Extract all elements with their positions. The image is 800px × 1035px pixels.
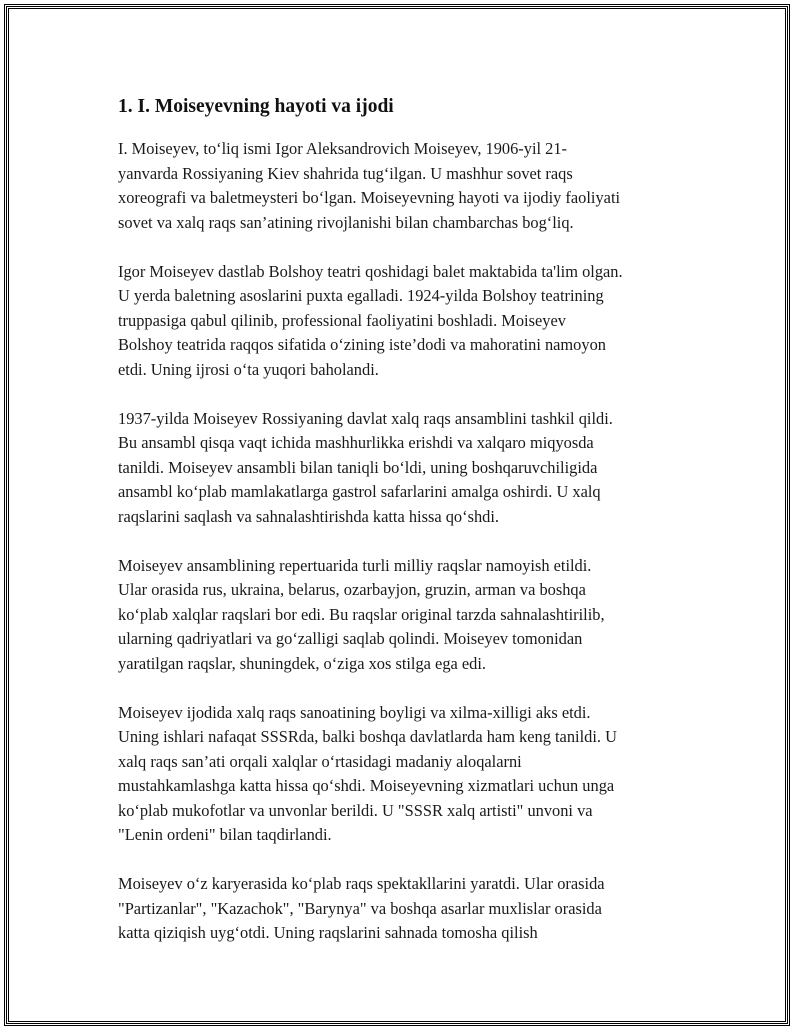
text-line: ularning qadriyatlari va go‘zalligi saqlab qolindi. Moiseyev tomonidan [118, 629, 583, 648]
text-line: Moiseyev ansamblining repertuarida turli milliy raqslar namoyish etildi. [118, 555, 592, 575]
text-line: Moiseyev ijodida xalq raqs sanoatining boyligi va xilma-xilligi aks etdi. [118, 702, 591, 722]
text-line: U yerda baletning asoslarini puxta egalladi. 1924-yilda Bolshoy teatrining [118, 286, 604, 305]
text-line: ko‘plab mukofotlar va unvonlar berildi. U "SSSR xalq artisti" unvoni va [118, 800, 593, 820]
paragraph [118, 872, 698, 946]
text-line: katta qiziqish uyg‘otdi. Uning raqslarini sahnada tomosha qilish [118, 923, 538, 942]
text-line: yaratilgan raqslar, shuningdek, o‘ziga xos stilga ega edi. [118, 653, 487, 673]
text-line: truppasiga qabul qilinib, professional faoliyatini boshladi. Moiseyev [118, 310, 566, 330]
section-heading: 1. I. Moiseyevning hayoti va ijodi [118, 96, 394, 117]
paragraph [118, 407, 698, 530]
text-line: Bolshoy teatrida raqqos sifatida o‘zining iste’dodi va mahoratini namoyon [118, 335, 606, 354]
text-line: yanvarda Rossiyaning Kiev shahrida tug‘ilgan. U mashhur sovet raqs [118, 163, 573, 183]
document-body [118, 94, 698, 970]
text-line: etdi. Uning ijrosi o‘ta yuqori baholandi. [118, 359, 379, 379]
text-line: tanildi. Moiseyev ansambli bilan taniqli bo‘ldi, uning boshqaruvchiligida [118, 457, 598, 477]
text-line: "Lenin ordeni" bilan taqdirlandi. [118, 825, 332, 844]
text-line: ansambl ko‘plab mamlakatlarga gastrol safarlarini amalga oshirdi. U xalq [118, 482, 601, 501]
paragraph [118, 701, 698, 848]
text-line: Uning ishlari nafaqat SSSRda, balki boshqa davlatlarda ham keng tanildi. U [118, 727, 617, 746]
text-line: mustahkamlashga katta hissa qo‘shdi. Moiseyevning xizmatlari uchun unga [118, 776, 615, 795]
text-line: Bu ansambl qisqa vaqt ichida mashhurlikka erishdi va xalqaro miqyosda [118, 433, 594, 452]
text-line: "Partizanlar", "Kazachok", "Barynya" va boshqa asarlar muxlislar orasida [118, 898, 602, 918]
text-line: sovet va xalq raqs san’atining rivojlanishi bilan chambarchas bog‘liq. [118, 212, 574, 232]
text-line: xoreografi va baletmeysteri bo‘lgan. Moiseyevning hayoti va ijodiy faoliyati [118, 188, 621, 207]
paragraph [118, 137, 698, 235]
text-line: 1937-yilda Moiseyev Rossiyaning davlat xalq raqs ansamblini tashkil qildi. [118, 408, 613, 428]
text-line: Ular orasida rus, ukraina, belarus, ozarbayjon, gruzin, arman va boshqa [118, 580, 586, 599]
text-line: ko‘plab xalqlar raqslari bor edi. Bu raqslar original tarzda sahnalashtirilib, [118, 604, 605, 624]
text-line: Igor Moiseyev dastlab Bolshoy teatri qoshidagi balet maktabida ta'lim olgan. [118, 261, 623, 281]
text-line: Moiseyev o‘z karyerasida ko‘plab raqs spektakllarini yaratdi. Ular orasida [118, 874, 605, 893]
text-line: xalq raqs san’ati orqali xalqlar o‘rtasidagi madaniy aloqalarni [118, 751, 522, 771]
paragraph-list [118, 137, 698, 946]
paragraph [118, 554, 698, 677]
paragraph [118, 260, 698, 383]
text-line: raqslarini saqlash va sahnalashtirishda katta hissa qo‘shdi. [118, 506, 499, 526]
text-line: I. Moiseyev, to‘liq ismi Igor Aleksandrovich Moiseyev, 1906-yil 21- [118, 139, 568, 158]
